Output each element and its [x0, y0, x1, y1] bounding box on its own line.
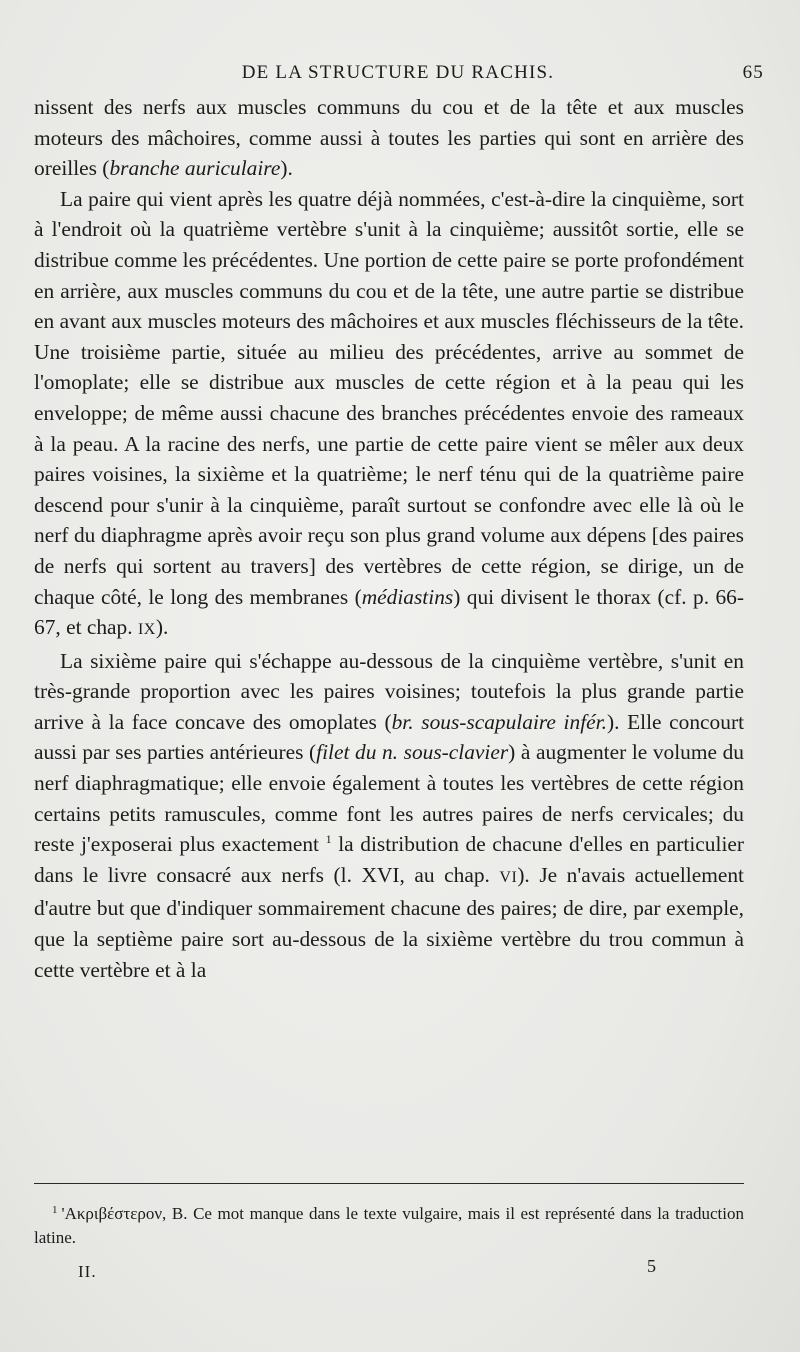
roman-numeral: VI: [499, 868, 518, 886]
text-run: la distribution de chacune d'elles en particulier dans le livre consacré aux nerfs (l. XVI, au chap.: [34, 832, 745, 887]
italic-term: br. sous-scapulaire infér.: [391, 709, 607, 734]
running-title: DE LA STRUCTURE DU RACHIS.: [241, 62, 555, 83]
paragraph: [34, 184, 744, 646]
text-run: ) à augmenter le volume du nerf diaphragmatique; elle envoie également à toutes les vertèbres de cette région certains petits ramuscules, comme font les autres paires de nerfs cervicales; du reste j'exposerai plus exactement: [34, 740, 744, 857]
text-run: ). Elle concourt aussi par ses parties antérieures (: [34, 709, 745, 765]
footnote-rule: [34, 1183, 744, 1184]
footnote: [34, 1202, 744, 1250]
main-text: [34, 92, 744, 985]
italic-term: filet du n. sous-clavier: [316, 740, 509, 765]
page-number: 65: [742, 62, 764, 83]
signature-mark: II.: [78, 1262, 97, 1281]
text-run: ).: [280, 156, 293, 181]
footnote-reference: 1: [325, 832, 332, 847]
footnote-text: 'Ακριβέστερον, B. Ce mot manque dans le texte vulgaire, mais il est représenté dans la traduction latine.: [34, 1204, 744, 1247]
paragraph: [34, 646, 744, 986]
roman-numeral: IX: [137, 621, 156, 639]
paragraph: [34, 92, 744, 184]
text-run: nissent des nerfs aux muscles communs du cou et de la tête et aux muscles moteurs des mâchoires, comme aussi à toutes les parties qui sont en arrière des oreilles (: [34, 95, 744, 181]
text-run: ). Je n'avais actuellement d'autre but que d'indiquer sommairement chacune des paires; de dire, par exemple, que la septième paire sort au-dessous de la sixième vertèbre du trou commun à cette vertèbre et à la: [34, 862, 744, 982]
italic-term: branche auriculaire: [109, 156, 281, 181]
italic-term: médiastins: [361, 584, 454, 609]
running-header: [34, 62, 764, 92]
footnote-marker: 1: [52, 1204, 58, 1216]
sheet-number: 5: [647, 1256, 656, 1276]
text-run: ) qui divisent le thorax (cf. p. 66-67, et chap.: [34, 584, 744, 640]
text-run: La paire qui vient après les quatre déjà nommées, c'est-à-dire la cinquième, sort à l'endroit où la quatrième vertèbre s'unit à la cinquième; aussitôt sortie, elle se distribue comme les précédentes. Une portion de cette paire se porte profondément en arrière, aux muscles communs du cou et de la tête, une autre partie se distribue en avant aux muscles moteurs des mâchoires et aux muscles fléchisseurs de la tête. Une troisième partie, située au milieu des précédentes, arrive au sommet de l'omoplate; elle se distribue aux muscles de cette région et à la peau qui les enveloppe; de même aussi chacune des branches précédentes envoie des rameaux à la peau. A la racine des nerfs, une partie de cette paire vient se mêler aux deux paires voisines, la sixième et la quatrième; le nerf ténu qui de la quatrième paire descend pour s'unir à la cinquième, paraît surtout se confondre avec elle là où le nerf du diaphragme après avoir reçu son plus grand volume aux dépens [des paires de nerfs qui sortent au travers] des vertèbres de cette région, se dirige, un de chaque côté, le long des membranes (: [34, 186, 744, 609]
text-run: La sixième paire qui s'échappe au-dessous de la cinquième vertèbre, s'unit en très-grande proportion avec les paires voisines; toutefois la plus grande partie arrive à la face concave des omoplates (: [34, 648, 744, 734]
text-run: ).: [155, 615, 169, 640]
